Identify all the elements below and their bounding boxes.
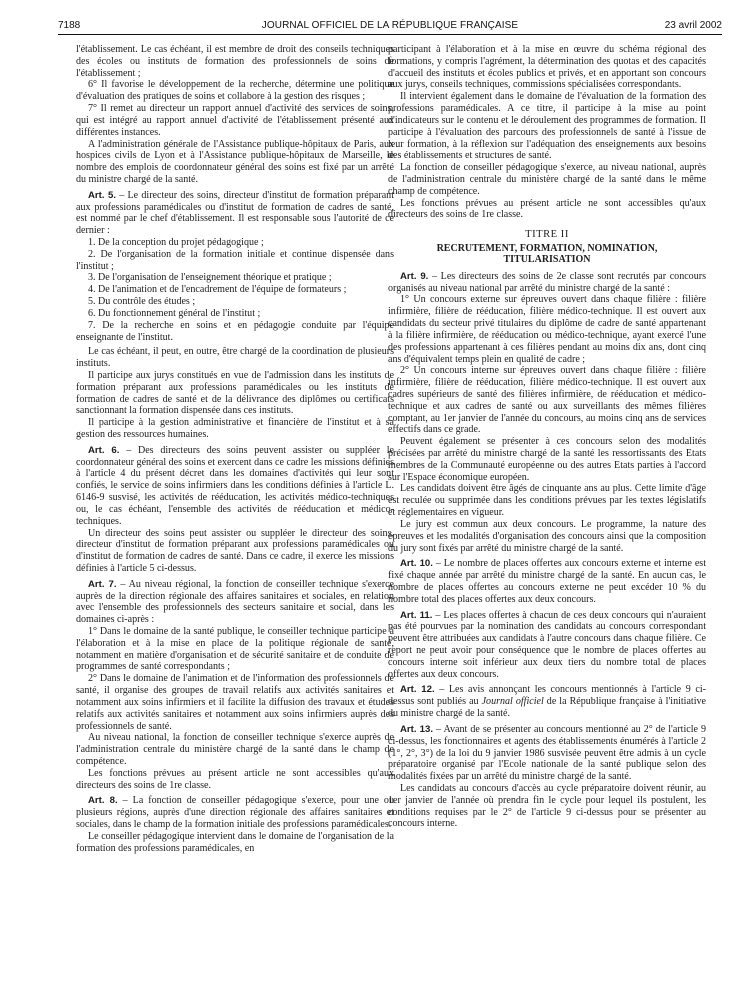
list-item: 4. De l'animation et de l'encadrement de l'équipe de formateurs ; — [88, 284, 347, 296]
right-column — [388, 44, 706, 830]
paragraph: Il intervient également dans le domaine de l'évaluation de la formation des professions paramédicales. A ce titre, il participe à la mise au point d'indicateurs sur le contenu et le déroulement des programmes de formation. Il participe à l'évaluation des parcours des professionnels de santé à l'issue de leur formation, à la réflexion sur l'adéquation des enseignements aux besoins des établissements et structures de santé. — [388, 91, 706, 162]
list-item: 7. De la recherche en soins et en pédagogie conduite par l'équipe enseignante de l'institut. — [76, 319, 394, 343]
article-7 — [76, 579, 394, 626]
paragraph: Le cas échéant, il peut, en outre, être chargé de la coordination de plusieurs instituts. — [76, 346, 394, 370]
left-column — [76, 44, 394, 854]
paragraph: A l'administration générale de l'Assistance publique-hôpitaux de Paris, aux hospices civils de Lyon et à l'Assistance publique-hôpitaux de Marseille, le nombre des emplois de coordonnateur général des soins est fixé par un arrêté du ministre chargé de la santé. — [76, 138, 394, 185]
paragraph: 2° Dans le domaine de l'animation et de l'information des professionnels de santé, il organise des groupes de travail relatifs aux activités sanitaires et notamment aux soins infirmiers et il facilite la diffusion des travaux et études relatifs aux activités sanitaires et notamment aux soins infirmiers auprès des professionnels de santé. — [76, 673, 394, 732]
paragraph: 2° Un concours interne sur épreuves ouvert dans chaque filière : filière infirmière, filière de rééducation, filière médico-technique. Il est ouvert aux cadres supérieurs de santé des filières infirmière, de rééducation et médico-technique et aux cadres de santé ou aux surveillants des mêmes filières comptant, au 1er janvier de l'année du concours, au moins cinq ans de services effectifs dans ce grade. — [388, 365, 706, 436]
list-item: 3. De l'organisation de l'enseignement théorique et pratique ; — [88, 272, 332, 284]
article-text: – Les places offertes à chacun de ces deux concours qui n'auraient pas été pourvues par la nomination des candidats au concours correspondant peuvent être attribuées aux candidats à l'autre concours dans chaque filière. Ce report ne peut avoir pour conséquence que le nombre de places offertes au concours interne soit inférieur aux deux tiers du nombre total de places offertes aux deux concours. — [388, 609, 706, 680]
paragraph: Les candidats doivent être âgés de cinquante ans au plus. Cette limite d'âge est reculée ou supprimée dans les conditions prévues par les textes législatifs et réglementaires en vigueur. — [388, 483, 706, 519]
publication-date: 23 avril 2002 — [664, 20, 722, 31]
paragraph: Il participe à la gestion administrative et financière de l'institut et à sa gestion des ressources humaines. — [76, 417, 394, 440]
page-header — [58, 18, 722, 34]
subtitle-line: RECRUTEMENT, FORMATION, NOMINATION, — [436, 243, 658, 254]
article-text: – Le directeur des soins, directeur d'institut de formation préparant aux professions paramédicales ou d'institut de formation de cadres de santé, est nommé par le chef d'établissement. Il est responsable sous l'autorité de ce dernier : — [76, 189, 394, 237]
paragraph: Il participe aux jurys constitués en vue de l'admission dans les instituts de formation préparant aux professions paramédicales ou les instituts de formation de cadres de santé et de la délivrance des diplômes ou certificats sanctionnant la formation dispensée dans ces instituts. — [76, 369, 394, 417]
article-text: – La fonction de conseiller pédagogique s'exerce, pour une ou plusieurs régions, auprès d'une direction régionale des affaires sanitaires et sociales, dans le champ de la formation initiale des professions paramédicales. — [76, 795, 394, 830]
article-8 — [76, 795, 394, 830]
journal-title: JOURNAL OFFICIEL DE LA RÉPUBLIQUE FRANÇAISE — [261, 20, 519, 31]
article-label: Art. 6. — [88, 444, 120, 456]
paragraph: l'établissement. Le cas échéant, il est membre de droit des conseils techniques des écoles ou instituts de formation des professionnels de soins de l'établissement ; — [76, 44, 394, 79]
paragraph: 6° Il favorise le développement de la recherche, détermine une politique d'évaluation des pratiques de soins et collabore à la gestion des risques ; — [76, 79, 394, 103]
article-label: Art. 5. — [88, 189, 116, 201]
article-9 — [388, 271, 706, 295]
article-12 — [388, 684, 706, 719]
paragraph: 1° Un concours externe sur épreuves ouvert dans chaque filière : filière infirmière, filière de rééducation, filière médico-technique. Il est ouvert aux candidats du secteur privé titulaires du diplôme de cadre de santé appartenant à la filière infirmière, de rééducation ou médico-technique, ayant exercé l'une des professions appartenant à ces filières pendant au moins dix ans, dont cinq ans d'équivalent temps plein en qualité de cadre ; — [388, 294, 706, 365]
article-text: – Les avis annonçant les concours mentionnés à l'article 9 ci-dessus sont publiés au — [388, 684, 706, 708]
article-text: – Les directeurs des soins de 2e classe sont recrutés par concours organisés au niveau national par arrêté du ministre chargé de la santé : — [388, 270, 706, 294]
article-text: – Des directeurs des soins peuvent assister ou suppléer le coordonnateur général des soins et exercent dans ce cadre les missions définies à l'article 4 du présent décret dans les domaines d'activités qui leur sont confiés, le service de soins infirmiers dans les conditions définies à l'article L. 6146-9 susvisé, les activités de rééducation, les activités médico-techniques ou, le cas échéant, l'ensemble des activités de rééducation et médico-techniques. — [76, 444, 394, 527]
article-label: Art. 12. — [400, 684, 435, 696]
article-label: Art. 9. — [400, 270, 429, 282]
section-subtitle — [388, 243, 706, 266]
paragraph: Le jury est commun aux deux concours. Le programme, la nature des épreuves et les modalités d'organisation des concours ainsi que la composition du jury sont fixés par arrêté du ministre chargé de la santé. — [388, 518, 706, 554]
article-text: – Au niveau régional, la fonction de conseiller technique s'exerce auprès de la direction régionale des affaires sanitaires et sociales, en relation avec l'ensemble des professionnels des secteurs sanitaire et social, dans les domaines ci-après : — [76, 578, 394, 626]
article-11 — [388, 610, 706, 681]
article-label: Art. 13. — [400, 723, 434, 735]
article-6 — [76, 445, 394, 528]
list-item: 2. De l'organisation de la formation initiale et continue dispensée dans l'institut ; — [76, 248, 394, 272]
paragraph: Les fonctions prévues au présent article ne sont accessibles qu'aux directeurs des soins de 1re classe. — [388, 197, 706, 221]
subtitle-line: TITULARISATION — [503, 254, 591, 266]
journal-name: Journal officiel — [481, 696, 544, 708]
list-item: 1. De la conception du projet pédagogique ; — [88, 237, 264, 248]
paragraph: participant à l'élaboration et à la mise en œuvre du schéma régional des formations, y compris l'agrément, la détermination des quotas et des capacités d'accueil des instituts et écoles publics et privés, et en apportant son concours aux jurys, conseils techniques, commissions spécialisées correspondants. — [388, 44, 706, 91]
article-label: Art. 11. — [400, 609, 433, 621]
paragraph: Peuvent également se présenter à ces concours selon des modalités précisées par arrêté du ministre chargé de la santé les ressortissants des Etats membres de la Communauté européenne ou des autres Etats parties à l'accord sur l'Espace économique européen. — [388, 436, 706, 483]
paragraph: 1° Dans le domaine de la santé publique, le conseiller technique participe à l'élaboration et à la mise en place de la politique régionale de santé, notamment en matière d'organisation et de sécurité sanitaire et de conduite de programmes de santé correspondants ; — [76, 626, 394, 673]
article-label: Art. 7. — [88, 578, 117, 590]
paragraph: Le conseiller pédagogique intervient dans le domaine de l'organisation de la formation des professions paramédicales, en — [76, 830, 394, 854]
section-title: TITRE II — [525, 229, 569, 241]
article-text: – Avant de se présenter au concours mentionné au 2° de l'article 9 ci-dessus, les fonctionnaires et agents des établissements énumérés à l'article 2 (1°, 2°, 3°) de la loi du 9 janvier 1986 susvisée peuvent être admis à un cycle préparatoire organisé par l'Ecole nationale de la santé publique selon des modalités fixées par un arrêté du ministre chargé de la santé. — [388, 723, 706, 783]
paragraph: Les candidats au concours d'accès au cycle préparatoire doivent réunir, au 1er janvier de l'année où prendra fin le cycle pour lequel ils postulent, les conditions requises par le 2° de l'article 9 ci-dessus pour se présenter au concours interne. — [388, 782, 706, 830]
article-label: Art. 8. — [88, 795, 118, 807]
paragraph: La fonction de conseiller pédagogique s'exerce, au niveau national, auprès de l'administration centrale du ministère chargé de la santé dans le même champ de compétence. — [388, 162, 706, 197]
list-item: 6. Du fonctionnement général de l'institut ; — [88, 307, 261, 319]
article-13 — [388, 724, 706, 783]
article-label: Art. 10. — [400, 558, 433, 570]
paragraph: Un directeur des soins peut assister ou suppléer le directeur des soins, directeur d'institut de formation préparant aux professions paramédicales ou d'institut de formation de cadres de santé. Dans ce cadre, il exerce les missions définies à l'article 5 ci-dessus. — [76, 527, 394, 574]
article-10 — [388, 558, 706, 605]
paragraph: Les fonctions prévues au présent article ne sont accessibles qu'aux directeurs des soins de 1re classe. — [76, 767, 394, 791]
list-item: 5. Du contrôle des études ; — [88, 296, 196, 308]
article-text: – Le nombre de places offertes aux concours externe et interne est fixé chaque année par arrêté du ministre chargé de la santé. En aucun cas, le nombre de places offertes au concours externe ne peut excéder 10 % du nombre total des places offertes aux deux concours. — [388, 558, 706, 605]
page-number: 7188 — [58, 20, 81, 31]
paragraph: Au niveau national, la fonction de conseiller technique s'exerce auprès de l'administration centrale du ministère chargé de la santé dans le champ de compétence. — [76, 732, 394, 767]
paragraph: 7° Il remet au directeur un rapport annuel d'activité des services de soins, qui est intégré au rapport annuel d'activité de l'établissement présenté aux différentes instances. — [76, 103, 394, 138]
article-5 — [76, 190, 394, 237]
header-rule — [58, 34, 722, 35]
article-text: de la République française à l'initiative du ministre chargé de la santé. — [388, 696, 707, 720]
